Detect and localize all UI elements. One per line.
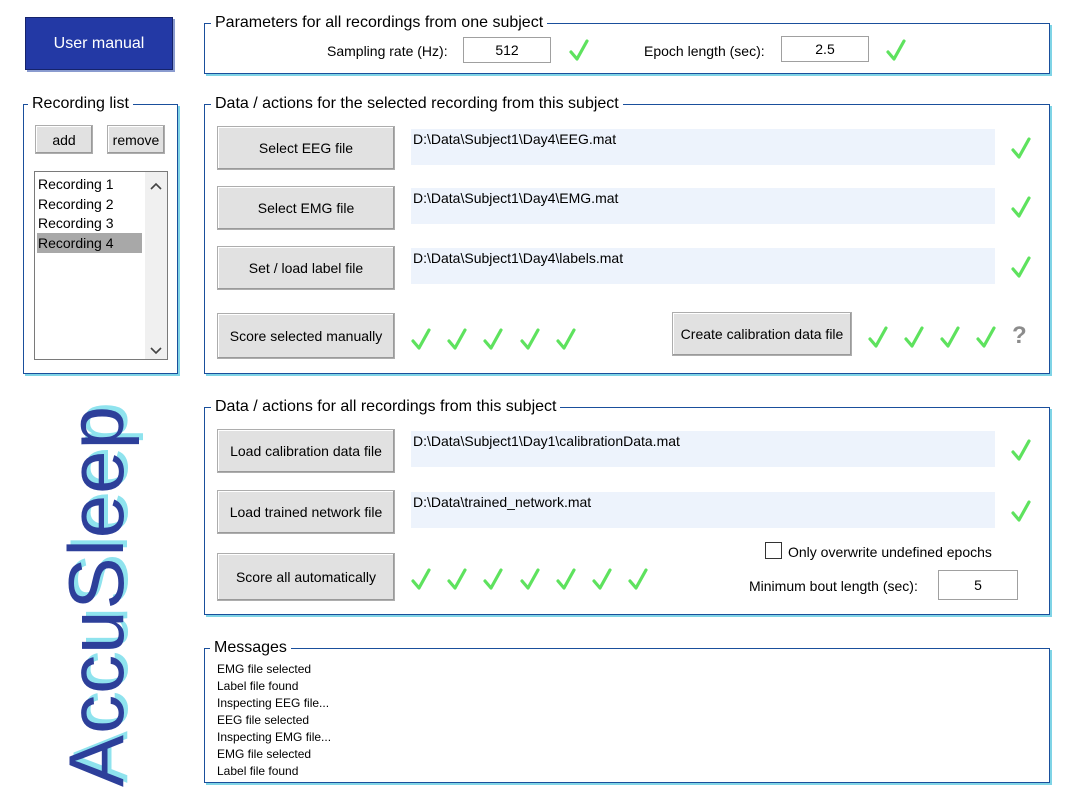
message-line: Label file found: [217, 679, 299, 693]
min-bout-length-input[interactable]: 5: [938, 570, 1018, 600]
listbox-scrollbar[interactable]: [145, 172, 167, 359]
check-icon: [1011, 196, 1031, 218]
check-icon: [1011, 439, 1031, 461]
check-icon: [569, 39, 589, 61]
list-item[interactable]: Recording 2: [38, 196, 114, 212]
create-calibration-data-button[interactable]: Create calibration data file: [672, 312, 852, 356]
eeg-path-field: D:\Data\Subject1\Day4\EEG.mat: [411, 129, 995, 165]
check-icon: [868, 326, 888, 348]
all-recordings-panel: [204, 398, 1050, 615]
user-manual-button[interactable]: User manual: [25, 17, 173, 70]
selected-recording-panel: [204, 95, 1050, 374]
message-line: Inspecting EMG file...: [217, 730, 332, 744]
calibration-path-field: D:\Data\Subject1\Day1\calibrationData.mat: [411, 431, 995, 467]
all-recordings-title: Data / actions for all recordings from this subject: [211, 398, 560, 416]
check-icon: [628, 568, 648, 590]
check-icon: [940, 326, 960, 348]
message-line: EEG file selected: [217, 713, 310, 727]
check-icon: [411, 328, 431, 350]
score-all-automatically-button[interactable]: Score all automatically: [217, 553, 395, 601]
check-icon: [520, 328, 540, 350]
min-bout-length-label: Minimum bout length (sec):: [749, 578, 918, 594]
sampling-rate-input[interactable]: 512: [463, 37, 551, 63]
set-load-label-file-button[interactable]: Set / load label file: [217, 246, 395, 290]
selected-recording-title: Data / actions for the selected recording from this subject: [211, 95, 623, 113]
check-icon: [556, 568, 576, 590]
messages-title: Messages: [210, 639, 291, 657]
check-icon: [592, 568, 612, 590]
emg-path-field: D:\Data\Subject1\Day4\EMG.mat: [411, 188, 995, 224]
check-icon: [1011, 137, 1031, 159]
score-selected-manually-button[interactable]: Score selected manually: [217, 313, 395, 359]
recording-list-title: Recording list: [28, 95, 133, 113]
remove-recording-button[interactable]: remove: [107, 125, 165, 154]
message-line: EMG file selected: [217, 747, 312, 761]
select-eeg-button[interactable]: Select EEG file: [217, 126, 395, 170]
load-trained-network-button[interactable]: Load trained network file: [217, 490, 395, 534]
check-icon: [556, 328, 576, 350]
list-item-selected[interactable]: Recording 4: [37, 233, 142, 253]
label-path-field: D:\Data\Subject1\Day4\labels.mat: [411, 248, 995, 284]
chevron-up-icon[interactable]: [149, 178, 163, 188]
network-path-field: D:\Data\trained_network.mat: [411, 492, 995, 528]
check-icon: [1011, 500, 1031, 522]
check-icon: [904, 326, 924, 348]
question-mark-icon: ?: [1012, 322, 1027, 349]
list-item[interactable]: Recording 1: [38, 176, 114, 192]
message-line: Label file found: [217, 764, 299, 778]
parameters-panel-title: Parameters for all recordings from one subject: [211, 14, 547, 32]
check-icon: [1011, 256, 1031, 278]
add-recording-button[interactable]: add: [35, 125, 93, 154]
message-line: Inspecting EEG file...: [217, 696, 330, 710]
check-icon: [976, 326, 996, 348]
overwrite-undefined-label: Only overwrite undefined epochs: [788, 544, 992, 560]
epoch-length-input[interactable]: 2.5: [781, 36, 869, 62]
recording-listbox[interactable]: [34, 171, 168, 360]
chevron-down-icon[interactable]: [149, 343, 163, 353]
check-icon: [483, 328, 503, 350]
list-item[interactable]: Recording 3: [38, 215, 114, 231]
messages-panel: [204, 639, 1050, 783]
check-icon: [483, 568, 503, 590]
check-icon: [520, 568, 540, 590]
recording-list-panel: [23, 95, 178, 374]
epoch-length-label: Epoch length (sec):: [644, 43, 765, 59]
check-icon: [447, 328, 467, 350]
accusleep-logo: AccuSleep: [52, 405, 140, 787]
overwrite-undefined-checkbox[interactable]: [765, 542, 782, 559]
check-icon: [447, 568, 467, 590]
load-calibration-button[interactable]: Load calibration data file: [217, 429, 395, 473]
message-line: EMG file selected: [217, 662, 312, 676]
check-icon: [411, 568, 431, 590]
check-icon: [886, 39, 906, 61]
parameters-panel: [204, 14, 1050, 74]
select-emg-button[interactable]: Select EMG file: [217, 186, 395, 230]
sampling-rate-label: Sampling rate (Hz):: [327, 43, 448, 59]
